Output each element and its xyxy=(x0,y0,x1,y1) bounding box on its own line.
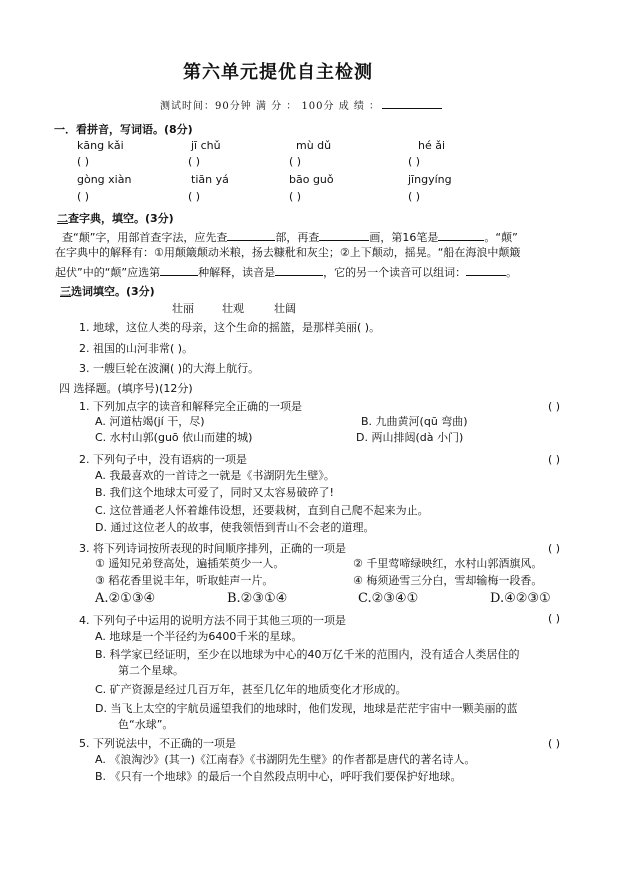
pinyin-8: jīngyíng xyxy=(408,173,452,186)
dict-text-3c: ，它的另一个读音可以组词： xyxy=(323,266,467,279)
q4-option-b: B. 科学家已经证明，至少在以地球为中心的40万亿千米的范围内，没有适合人类居住的 xyxy=(95,648,520,661)
answer-box-3[interactable]: ( ) xyxy=(289,155,302,168)
word-formation-blank[interactable] xyxy=(466,264,506,276)
answer-box-2[interactable]: ( ) xyxy=(188,155,201,168)
q4-answer-box[interactable]: ( ) xyxy=(548,612,561,625)
q5-stem: 5. 下列说法中，不正确的一项是 xyxy=(79,737,236,750)
pinyin-7: bāo guǒ xyxy=(289,173,334,186)
fill-item-2: 2. 祖国的山河非常( )。 xyxy=(79,342,194,355)
q3-answer-box[interactable]: ( ) xyxy=(548,542,561,555)
q3-poem-4: ④ 梅须逊雪三分白，雪却输梅一段香。 xyxy=(353,574,543,587)
stroke-count-blank[interactable] xyxy=(319,229,369,241)
section-2-number: 二 xyxy=(57,212,68,225)
section-4-heading: 四 选择题。(填序号)(12分) xyxy=(59,382,193,395)
answer-box-8[interactable]: ( ) xyxy=(408,190,421,203)
q1-option-c: C. 水村山郭(guō 依山而建的城) xyxy=(95,431,253,444)
q1-option-d: D. 两山排闼(dà 小门) xyxy=(356,431,464,444)
radical-blank[interactable] xyxy=(227,229,275,241)
q3-choice-a: A.②①③④ xyxy=(95,591,156,606)
meaning-choice-blank[interactable] xyxy=(160,264,198,276)
q5-option-a: A. 《浪淘沙》(其一)《江南春》《书湖阴先生壁》的作者都是唐代的著名诗人。 xyxy=(95,753,476,766)
score-blank[interactable] xyxy=(382,97,442,109)
dict-text-3d: 。 xyxy=(506,266,518,279)
word-option-3: 壮阔 xyxy=(274,302,296,315)
q1-stem: 1. 下列加点字的读音和解释完全正确的一项是 xyxy=(79,400,302,413)
q3-stem: 3. 将下列诗词按所表现的时间顺序排列，正确的一项是 xyxy=(79,542,346,555)
q3-poem-1: ① 遥知兄弟登高处，遍插茱萸少一人。 xyxy=(95,557,285,570)
q5-option-b: B. 《只有一个地球》的最后一个自然段点明中心，呼吁我们要保护好地球。 xyxy=(95,770,462,783)
q3-poem-2: ② 千里莺啼绿映红，水村山郭酒旗风。 xyxy=(353,557,543,570)
test-info xyxy=(160,97,442,112)
q5-answer-box[interactable]: ( ) xyxy=(548,737,561,750)
dict-text-1d: 。“颠” xyxy=(484,231,518,244)
q3-poem-3: ③ 稻花香里说丰年，听取蛙声一片。 xyxy=(95,574,274,587)
answer-box-6[interactable]: ( ) xyxy=(188,190,201,203)
word-option-2: 壮观 xyxy=(222,302,244,315)
stroke-16-blank[interactable] xyxy=(438,229,484,241)
answer-box-5[interactable]: ( ) xyxy=(77,190,90,203)
pronunciation-blank[interactable] xyxy=(275,264,323,276)
q1-answer-box[interactable]: ( ) xyxy=(548,400,561,413)
section-3-heading xyxy=(60,283,155,299)
q4-option-b-cont: 第二个星球。 xyxy=(118,664,184,677)
q1-option-a: A. 河道枯竭(jí 干，尽) xyxy=(95,415,205,428)
pinyin-1: kāng kǎi xyxy=(77,139,124,152)
q2-answer-box[interactable]: ( ) xyxy=(548,453,561,466)
q3-choice-c: C.②③④① xyxy=(358,591,419,606)
q2-option-c: C. 这位普通老人怀着雄伟设想，还要栽树，直到自己爬不起来为止。 xyxy=(95,504,429,517)
dict-text-3b: 种解释，读音是 xyxy=(198,266,276,279)
dict-line-3 xyxy=(55,264,517,280)
q4-option-d: D. 当飞上太空的宇航员遥望我们的地球时，他们发现，地球是茫茫宇宙中一颗美丽的蓝 xyxy=(95,702,518,715)
q4-option-a: A. 地球是一个半径约为6400千米的星球。 xyxy=(95,630,303,643)
q1-option-b: B. 九曲黄河(qū 弯曲) xyxy=(361,415,468,428)
pinyin-3: mù dǔ xyxy=(296,139,332,152)
answer-box-1[interactable]: ( ) xyxy=(77,155,90,168)
q2-option-b: B. 我们这个地球太可爱了，同时又太容易破碎了! xyxy=(95,486,334,499)
pinyin-5: gòng xiàn xyxy=(77,173,132,186)
q2-option-a: A. 我最喜欢的一首诗之一就是《书湖阴先生壁》。 xyxy=(95,469,335,482)
dict-text-1a: 查“颠”字，用部首查字法，应先查 xyxy=(62,231,228,244)
section-2-heading xyxy=(57,210,174,226)
q4-option-c: C. 矿产资源是经过几百万年，甚至几亿年的地质变化才形成的。 xyxy=(95,683,407,696)
page-title: 第六单元提优自主检测 xyxy=(183,62,373,83)
fill-item-1: 1. 地球，这位人类的母亲，这个生命的摇篮，是那样美丽( )。 xyxy=(79,321,381,334)
fill-item-3: 3. 一艘巨轮在波澜( )的大海上航行。 xyxy=(79,362,260,375)
q3-choice-b: B.②③①④ xyxy=(227,591,288,606)
section-1-heading: 一．看拼音，写词语。(8分) xyxy=(54,123,193,136)
q4-stem: 4. 下列句子中运用的说明方法不同于其他三项的一项是 xyxy=(79,614,346,627)
section-3-number: 三 xyxy=(60,285,71,298)
dict-text-3a: 起伏”中的“颠”应选第 xyxy=(55,266,161,279)
pinyin-4: hé ǎi xyxy=(418,139,446,152)
q2-stem: 2. 下列句子中，没有语病的一项是 xyxy=(79,453,247,466)
word-option-1: 壮丽 xyxy=(172,302,194,315)
pinyin-6: tiān yá xyxy=(191,173,229,186)
answer-box-4[interactable]: ( ) xyxy=(408,155,421,168)
dict-text-1c: 画，第16笔是 xyxy=(369,231,439,244)
answer-box-7[interactable]: ( ) xyxy=(289,190,302,203)
q3-choice-d: D.④②③① xyxy=(490,591,551,606)
dict-text-1b: 部，再查 xyxy=(275,231,320,244)
pinyin-2: jī chǔ xyxy=(191,139,221,152)
dict-line-2: 在字典中的解释有：①用颠簸颠动米粮，扬去糠秕和灰尘；②上下颠动，摇晃。“船在海浪中颠簸 xyxy=(55,246,521,259)
test-info-text: 测试时间：90分钟 满 分 ： 100分 成 绩 ： xyxy=(160,101,381,112)
q2-option-d: D. 通过这位老人的故事，使我领悟到青山不会老的道理。 xyxy=(95,521,375,534)
section-2-title: 查字典，填空。(3分) xyxy=(68,212,174,225)
q4-option-d-cont: 色“水球”。 xyxy=(118,718,174,731)
dict-line-1 xyxy=(62,229,518,245)
section-3-title: 选词填空。(3分) xyxy=(71,285,155,298)
